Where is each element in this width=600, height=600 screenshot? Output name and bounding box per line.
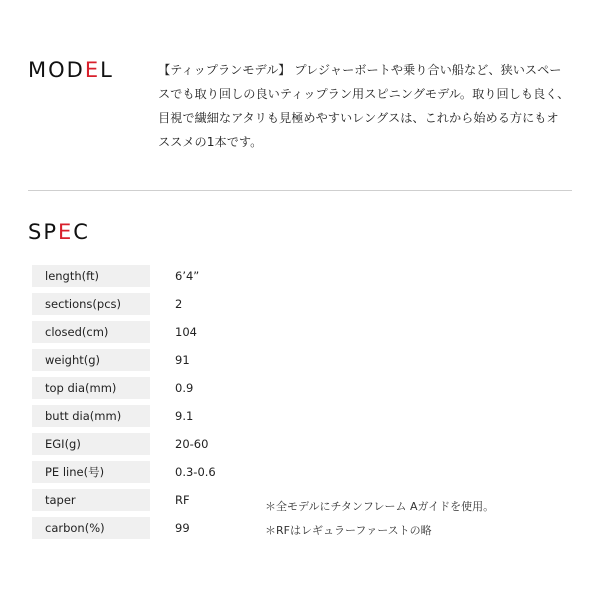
spec-label-cell xyxy=(32,349,150,371)
spec-value: 6’4” xyxy=(175,269,200,283)
spec-label: closed(cm) xyxy=(45,325,109,339)
spec-label: taper xyxy=(45,493,76,507)
spec-label: weight(g) xyxy=(45,353,101,367)
spec-value: 0.9 xyxy=(175,381,194,395)
model-description: 【ティップランモデル】 プレジャーボートや乗り合い船など、狭いスペースでも取り回しの良いティップラン用スピニングモデル。取り回しも良く、目視で繊細なアタリも見極めやすいレングスは、これから始める方にもオススメの1本です。 xyxy=(158,63,570,149)
spec-label-cell xyxy=(32,489,150,511)
spec-label: carbon(%) xyxy=(45,521,105,535)
spec-value: 0.3-0.6 xyxy=(175,465,216,479)
spec-value: 9.1 xyxy=(175,409,194,423)
model-heading xyxy=(28,58,114,82)
spec-value: 104 xyxy=(175,325,197,339)
model-heading-main: MOD xyxy=(28,58,85,82)
spec-label: PE line(号) xyxy=(45,465,105,479)
spec-label-cell xyxy=(32,433,150,455)
spec-label-cell xyxy=(32,461,150,483)
section-divider xyxy=(28,190,572,191)
spec-value: 2 xyxy=(175,297,183,311)
spec-label-cell xyxy=(32,405,150,427)
spec-label-cell xyxy=(32,321,150,343)
spec-note-guide: ＊全モデルにチタンフレーム Aガイドを使用。 xyxy=(265,500,495,513)
model-heading-end: L xyxy=(100,58,114,82)
spec-heading xyxy=(28,220,90,244)
spec-heading-end: C xyxy=(73,220,90,244)
spec-label-cell xyxy=(32,517,150,539)
spec-label-cell xyxy=(32,377,150,399)
spec-value: 20-60 xyxy=(175,437,209,451)
spec-value: 99 xyxy=(175,521,190,535)
spec-label: butt dia(mm) xyxy=(45,409,122,423)
spec-label: top dia(mm) xyxy=(45,381,117,395)
spec-label-cell xyxy=(32,265,150,287)
spec-value: RF xyxy=(175,493,190,507)
spec-label-cell xyxy=(32,293,150,315)
spec-note-taper: ＊RFはレギュラーファーストの略 xyxy=(265,524,432,537)
model-heading-accent: E xyxy=(84,58,101,82)
spec-heading-accent: E xyxy=(58,220,74,244)
spec-label: sections(pcs) xyxy=(45,297,121,311)
spec-value: 91 xyxy=(175,353,190,367)
spec-heading-main: SP xyxy=(28,220,58,244)
spec-label: EGI(g) xyxy=(45,437,81,451)
spec-label: length(ft) xyxy=(45,269,99,283)
